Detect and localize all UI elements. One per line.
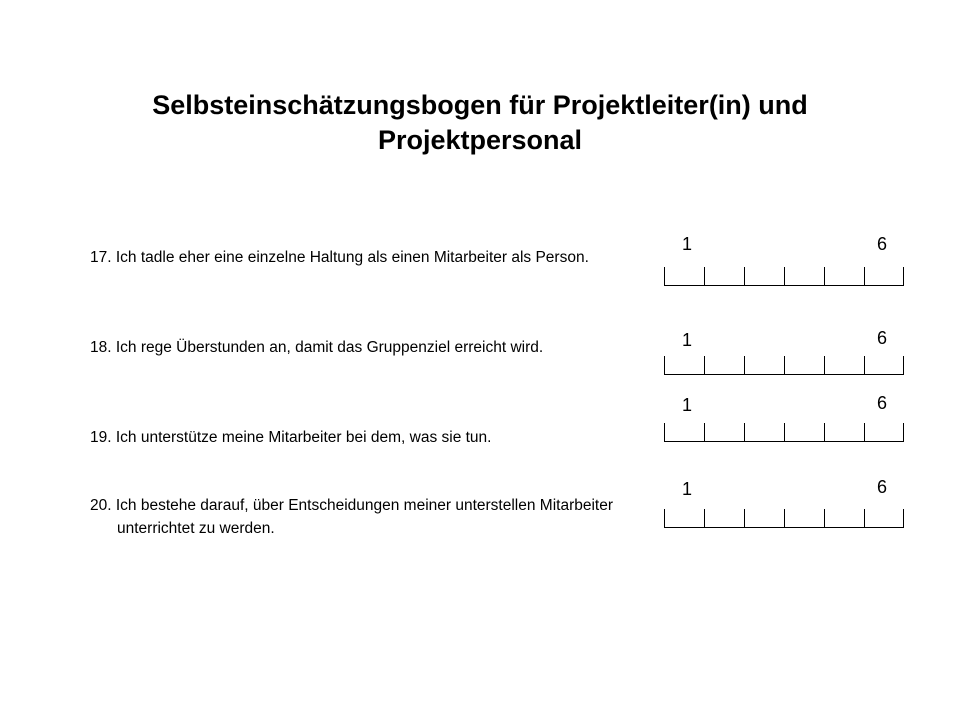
scale-tick xyxy=(744,267,745,285)
rating-scale-18[interactable] xyxy=(664,356,904,375)
scale-tick xyxy=(824,267,825,285)
scale-tick xyxy=(704,509,705,527)
scale-min-label: 1 xyxy=(682,330,693,350)
scale-tick xyxy=(903,267,904,285)
scale-min-label: 1 xyxy=(682,234,693,254)
scale-tick xyxy=(704,423,705,441)
question-19: 19. Ich unterstütze meine Mitarbeiter bei dem, was sie tun. xyxy=(90,429,492,446)
scale-tick xyxy=(704,267,705,285)
scale-tick xyxy=(664,356,665,374)
page-title: Selbsteinschätzungsbogen für Projektleiter(in) und Projektpersonal xyxy=(152,90,808,155)
scale-tick xyxy=(903,509,904,527)
scale-tick xyxy=(664,267,665,285)
scale-tick xyxy=(824,423,825,441)
question-20: 20. Ich bestehe darauf, über Entscheidungen meiner unterstellen Mitarbeiter unterrichtet zu werden. xyxy=(90,497,614,537)
scale-tick xyxy=(744,509,745,527)
scale-tick xyxy=(864,423,865,441)
scale-tick xyxy=(824,509,825,527)
question-17: 17. Ich tadle eher eine einzelne Haltung als einen Mitarbeiter als Person. xyxy=(90,249,589,266)
scale-tick xyxy=(784,423,785,441)
scale-max-label: 6 xyxy=(877,328,888,348)
rating-scale-17[interactable] xyxy=(664,267,904,286)
rating-scale-19[interactable] xyxy=(664,423,904,442)
scale-min-label: 1 xyxy=(682,395,693,415)
scale-tick xyxy=(784,267,785,285)
scale-tick xyxy=(744,356,745,374)
scale-tick xyxy=(864,356,865,374)
scale-max-label: 6 xyxy=(877,234,888,254)
scale-tick xyxy=(664,423,665,441)
scale-tick xyxy=(864,267,865,285)
scale-tick xyxy=(704,356,705,374)
question-18: 18. Ich rege Überstunden an, damit das Gruppenziel erreicht wird. xyxy=(90,339,544,356)
scale-max-label: 6 xyxy=(877,393,888,413)
scale-tick xyxy=(864,509,865,527)
scale-tick xyxy=(824,356,825,374)
scale-max-label: 6 xyxy=(877,477,888,497)
scale-tick xyxy=(744,423,745,441)
scale-tick xyxy=(903,423,904,441)
scale-tick xyxy=(784,356,785,374)
scale-tick xyxy=(664,509,665,527)
scale-tick xyxy=(903,356,904,374)
scale-tick xyxy=(784,509,785,527)
rating-scale-20[interactable] xyxy=(664,509,904,528)
scale-min-label: 1 xyxy=(682,479,693,499)
